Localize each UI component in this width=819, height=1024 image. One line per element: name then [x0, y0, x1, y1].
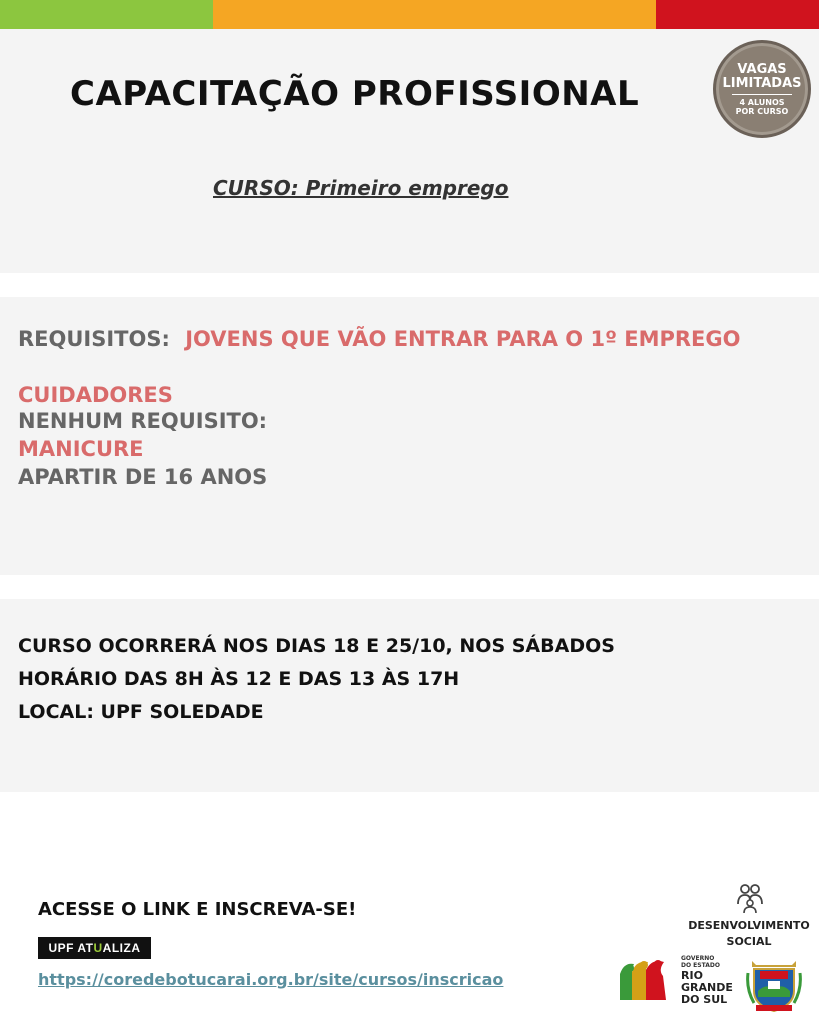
requirements-line [18, 327, 740, 351]
schedule-location: LOCAL: UPF SOLEDADE [18, 701, 264, 723]
upf-atualiza-logo [38, 937, 151, 959]
top-color-bar [0, 0, 819, 29]
seal-line-1: VAGAS [737, 61, 787, 77]
people-icon [733, 882, 767, 916]
course-cuidadores-title: CUIDADORES [18, 383, 173, 407]
limited-seats-seal [713, 40, 811, 138]
seal-line-4: POR CURSO [735, 106, 789, 116]
upf-logo-prefix: UPF AT [48, 941, 94, 955]
gov-line-4: GRANDE [681, 981, 733, 994]
dev-social-line-2: SOCIAL [726, 935, 772, 948]
header-panel [0, 29, 819, 273]
rs-state-logo [616, 954, 674, 1002]
gov-line-3: RIO [681, 969, 703, 982]
course-name: CURSO: Primeiro emprego [213, 176, 509, 200]
requirements-audience: JOVENS QUE VÃO ENTRAR PARA O 1º EMPREGO [185, 327, 741, 351]
seal-line-2: LIMITADAS [722, 75, 802, 91]
gov-line-2: DO ESTADO [681, 962, 720, 969]
schedule-dates: CURSO OCORRERÁ NOS DIAS 18 E 25/10, NOS SÁBADOS [18, 635, 615, 657]
schedule-panel [0, 599, 819, 792]
schedule-hours: HORÁRIO DAS 8H ÀS 12 E DAS 13 ÀS 17H [18, 668, 460, 690]
bar-green-segment [0, 0, 213, 29]
requirements-label: REQUISITOS: [18, 327, 170, 351]
gov-line-5: DO SUL [681, 993, 728, 1006]
course-manicure-title: MANICURE [18, 437, 144, 461]
dev-social-line-1: DESENVOLVIMENTO [688, 919, 810, 932]
seal-divider [732, 94, 792, 95]
course-manicure-detail: APARTIR DE 16 ANOS [18, 465, 268, 489]
page-title: CAPACITAÇÃO PROFISSIONAL [70, 74, 640, 114]
signup-link[interactable]: https://coredebotucarai.org.br/site/cursos/inscricao [38, 970, 504, 989]
rs-government-label [681, 955, 741, 1005]
upf-logo-suffix: ALIZA [102, 941, 141, 955]
bar-orange-segment [213, 0, 656, 29]
signup-call-to-action: ACESSE O LINK E INSCREVA-SE! [38, 899, 357, 920]
seal-line-3: 4 ALUNOS [739, 97, 785, 107]
bar-red-segment [656, 0, 819, 29]
upf-logo-accent: U [93, 941, 103, 955]
municipal-crest [746, 953, 802, 1013]
dev-social-label [680, 918, 818, 950]
gov-line-1: GOVERNO [681, 955, 715, 962]
course-cuidadores-detail: NENHUM REQUISITO: [18, 409, 268, 433]
